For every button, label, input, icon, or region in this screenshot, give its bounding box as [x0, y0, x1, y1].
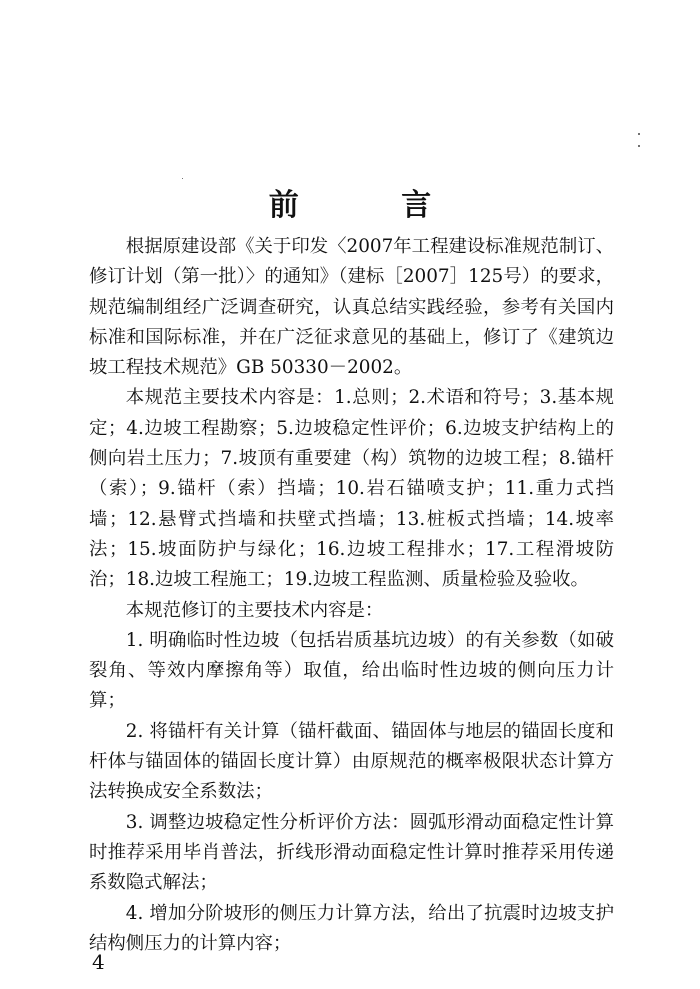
body-text	[89, 232, 614, 959]
scan-speck	[638, 133, 640, 135]
paragraph-revision-item-4: 4. 增加分阶坡形的侧压力计算方法，给出了抗震时边坡支护结构侧压力的计算内容；	[89, 902, 614, 954]
page-number: 4	[92, 950, 105, 974]
paragraph-revision-heading: 本规范修订的主要技术内容是：	[125, 599, 384, 621]
paragraph-revision-item-3: 3. 调整边坡稳定性分析评价方法：圆弧形滑动面稳定性计算时推荐采用毕肖普法，折线形滑动面稳定性计算时推荐采用传递系数隐式解法；	[89, 811, 614, 894]
scan-speck	[182, 178, 183, 179]
scan-speck	[638, 145, 640, 147]
paragraph-revision-item-2: 2. 将锚杆有关计算（锚杆截面、锚固体与地层的锚固长度和杆体与锚固体的锚固长度计算）由原规范的概率极限状态计算方法转换成安全系数法；	[89, 720, 614, 803]
paragraph-main-contents: 本规范主要技术内容是：1.总则；2.术语和符号；3.基本规定；4.边坡工程勘察；5.边坡稳定性评价；6.边坡支护结构上的侧向岩土压力；7.坡顶有重要建（构）筑物的边坡工程；8.锚杆（索）；9.锚杆（索）挡墙；10.岩石锚喷支护；11.重力式挡墙；12.悬臂式挡墙和扶壁式挡墙；13.桩板式挡墙；14.坡率法；15.坡面防护与绿化；16.边坡工程排水；17.工程滑坡防治；18.边坡工程施工；19.边坡工程监测、质量检验及验收。	[89, 387, 614, 591]
paragraph-revision-item-1: 1. 明确临时性边坡（包括岩质基坑边坡）的有关参数（如破裂角、等效内摩擦角等）取值，给出临时性边坡的侧向压力计算；	[89, 629, 614, 712]
page-title: 前 言	[268, 188, 478, 224]
paragraph-intro: 根据原建设部《关于印发〈2007年工程建设标准规范制订、修订计划（第一批）〉的通知》（建标［2007］125号）的要求，规范编制组经广泛调查研究，认真总结实践经验，参考有关国内标准和国际标准，并在广泛征求意见的基础上，修订了《建筑边坡工程技术规范》GB 50330－2002。	[89, 236, 614, 379]
